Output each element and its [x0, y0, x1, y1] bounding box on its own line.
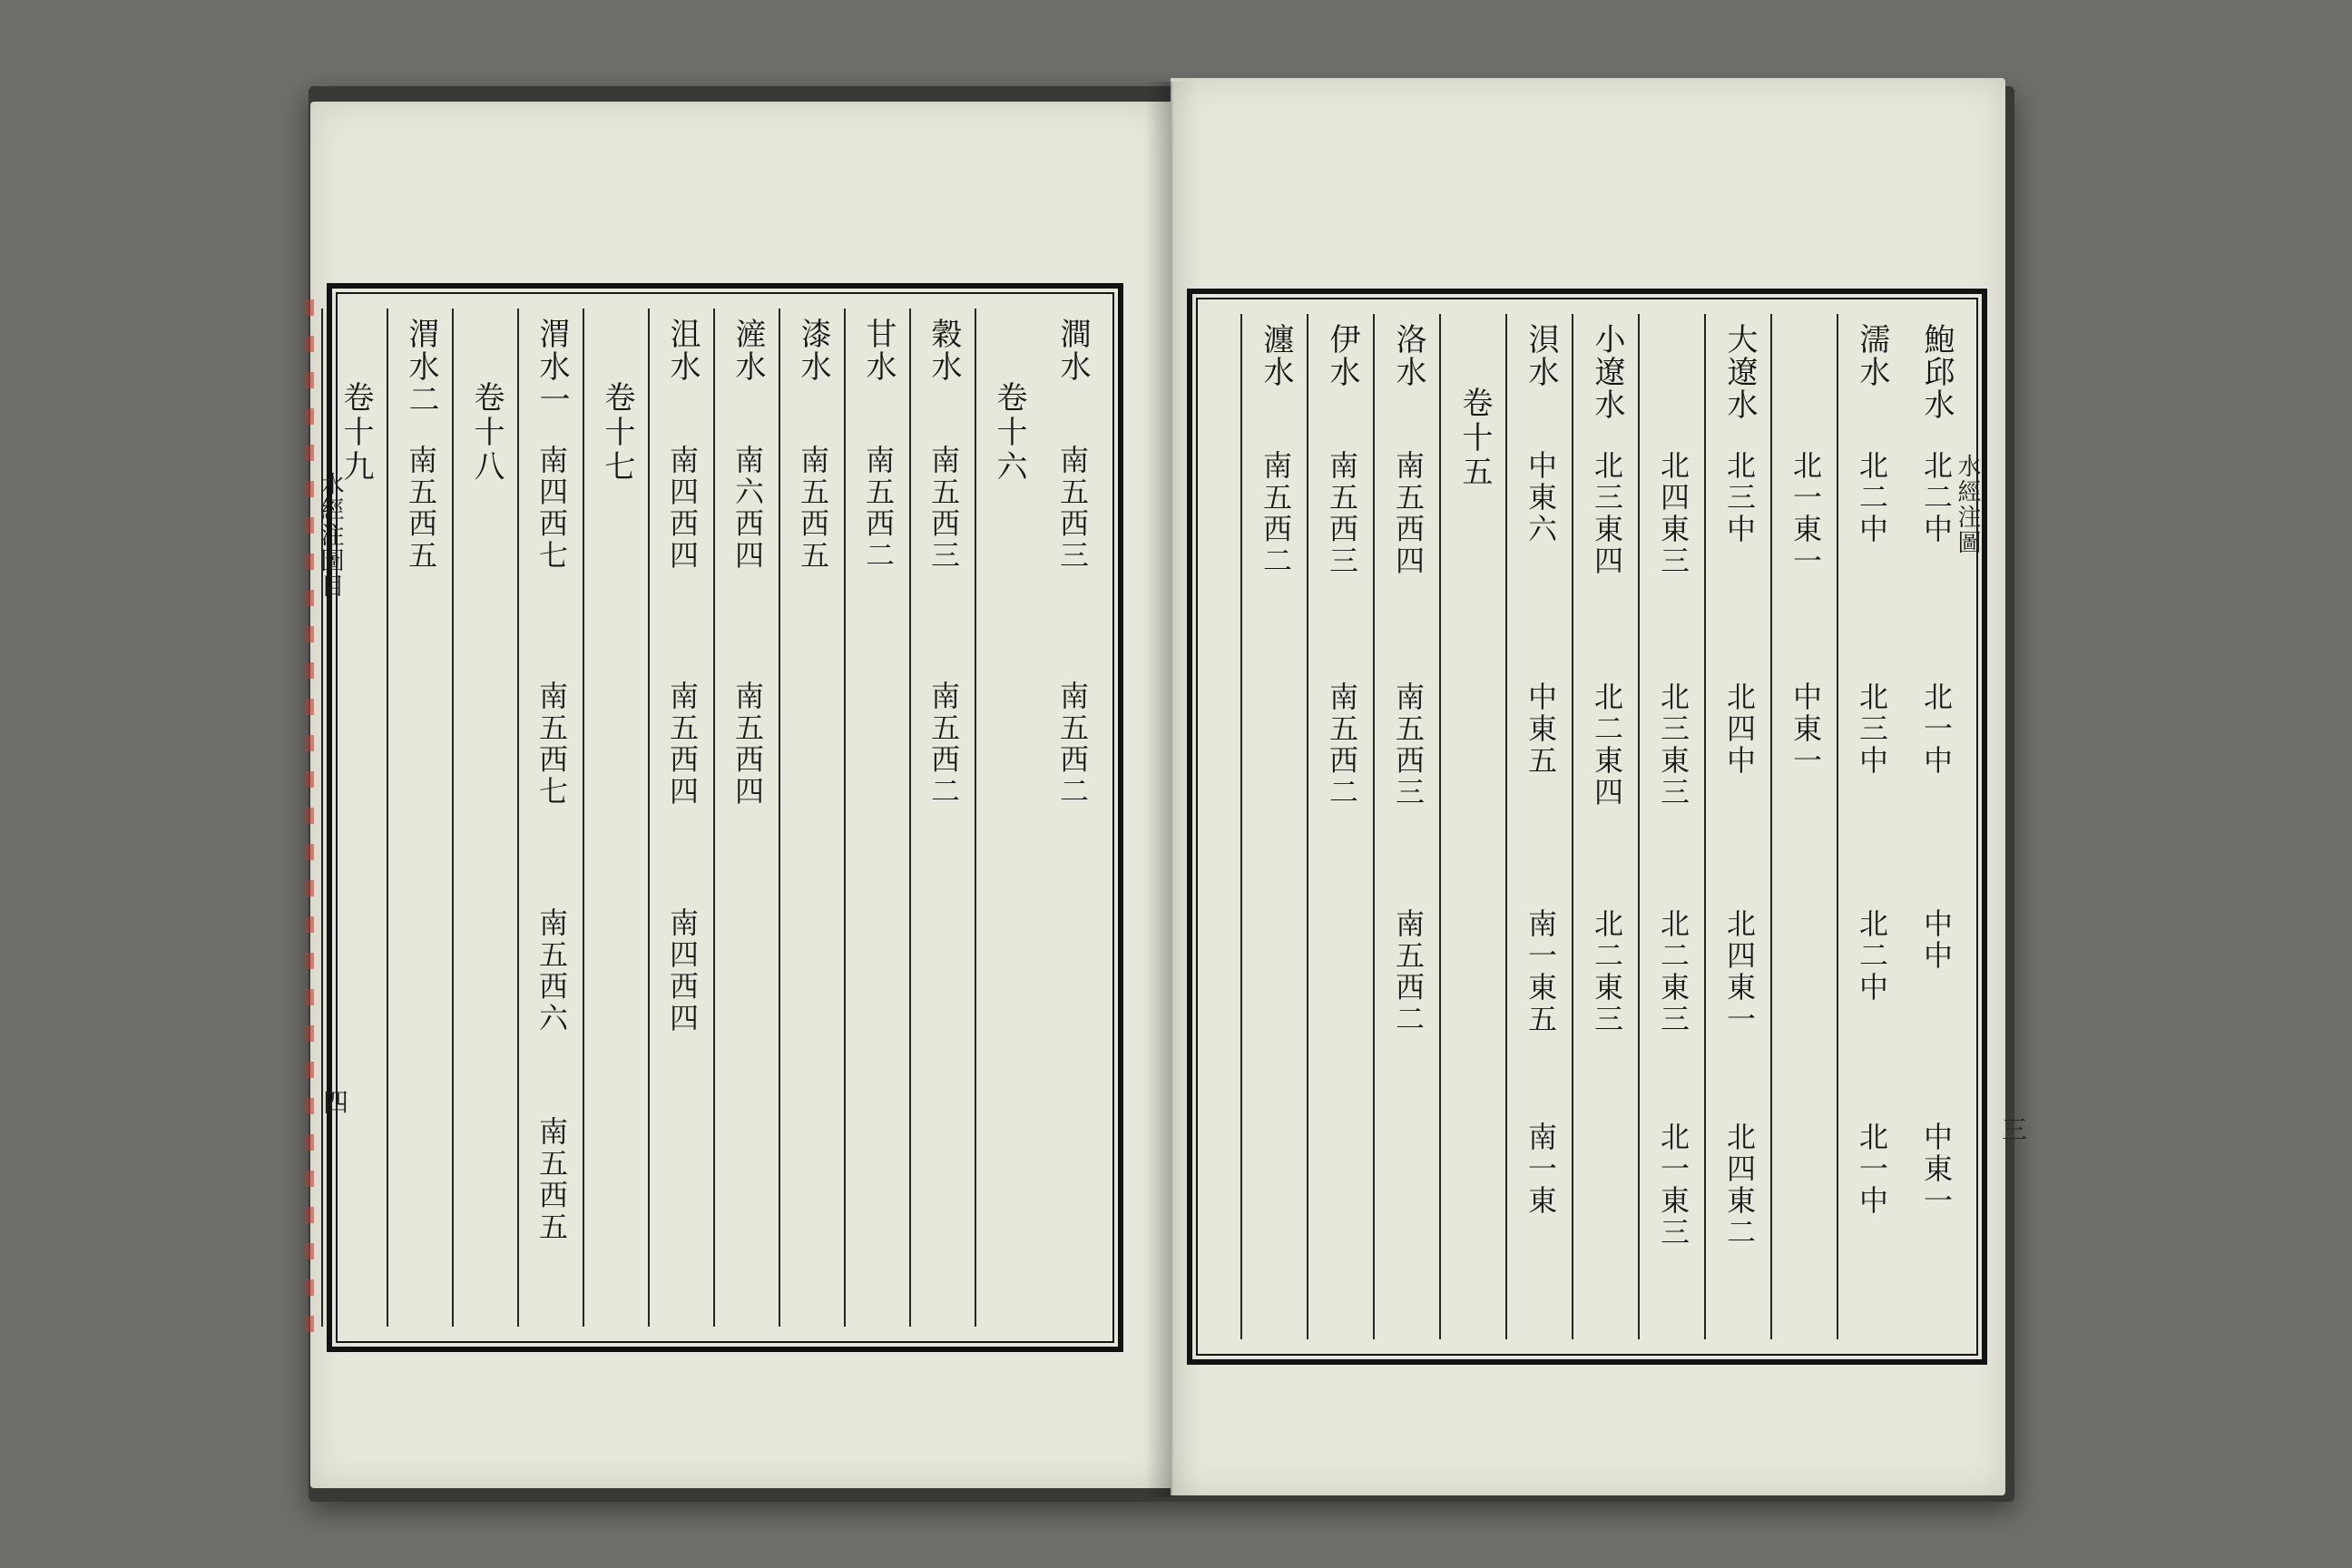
right-column — [1770, 314, 1837, 1339]
left-column — [648, 309, 713, 1327]
right-grid-reference: 中東一 — [1788, 681, 1823, 777]
right-grid-reference: 北三中 — [1722, 450, 1757, 545]
right-river-name: 洛水 — [1390, 323, 1426, 388]
right-grid-reference: 南一東 — [1524, 1122, 1558, 1217]
right-river-name: 瀍水 — [1258, 323, 1294, 388]
left-volume-label: 卷十七 — [599, 381, 635, 485]
left-river-name: 穀水 — [926, 318, 962, 383]
left-river-name: 渭水一 — [534, 318, 570, 416]
right-grid-reference: 南五西三 — [1391, 681, 1426, 808]
right-grid-reference: 北二中 — [1855, 450, 1889, 545]
right-grid-reference: 中東五 — [1524, 681, 1558, 777]
left-column — [387, 309, 452, 1327]
right-grid-reference: 北二東三 — [1656, 908, 1690, 1035]
left-column — [517, 309, 583, 1327]
left-grid-reference: 南五西三 — [1055, 445, 1090, 572]
right-column — [1572, 314, 1638, 1339]
right-grid-reference: 北三東三 — [1656, 681, 1690, 808]
left-column — [583, 309, 648, 1327]
right-grid-reference: 北二東三 — [1590, 908, 1624, 1035]
right-grid-reference: 北四中 — [1722, 681, 1757, 777]
left-column — [844, 309, 909, 1327]
left-river-name: 漆水 — [795, 318, 831, 383]
right-grid-reference: 北一中 — [1855, 1122, 1889, 1217]
right-grid-reference: 北二中 — [1855, 908, 1889, 1004]
right-column — [1837, 314, 1903, 1339]
left-grid-reference: 南五西二 — [1055, 681, 1090, 808]
right-grid-reference: 北一東一 — [1788, 450, 1823, 577]
left-page-frame — [327, 283, 1123, 1352]
left-grid-reference: 南四西七 — [534, 445, 569, 572]
left-river-name: 渭水二 — [403, 318, 439, 416]
right-grid-reference: 南五西二 — [1325, 681, 1359, 808]
right-grid-reference: 北四東二 — [1722, 1122, 1757, 1249]
right-grid-reference: 南一東五 — [1524, 908, 1558, 1035]
left-column — [975, 309, 1040, 1327]
right-grid-reference: 南五西二 — [1391, 908, 1426, 1035]
left-grid-reference: 南四西四 — [665, 907, 700, 1034]
left-column — [452, 309, 517, 1327]
left-column — [321, 309, 387, 1327]
right-column — [1307, 314, 1373, 1339]
left-column — [1040, 309, 1105, 1327]
right-grid-reference: 南五西二 — [1259, 450, 1293, 577]
right-grid-reference: 中東六 — [1524, 450, 1558, 545]
right-grid-reference: 南五西四 — [1391, 450, 1426, 577]
right-grid-reference: 北二東四 — [1590, 681, 1624, 808]
left-page-mark: 四 — [319, 1089, 349, 1114]
right-column — [1439, 314, 1505, 1339]
left-grid-reference: 南五西二 — [861, 445, 896, 572]
left-grid-reference: 南五西四 — [730, 681, 765, 808]
right-grid-reference: 北三東四 — [1590, 450, 1624, 577]
left-column — [713, 309, 779, 1327]
left-grid-reference: 南五西五 — [796, 445, 830, 572]
left-grid-reference: 南五西七 — [534, 681, 569, 808]
right-grid-reference: 中中 — [1919, 908, 1954, 972]
right-grid-reference: 中東一 — [1919, 1122, 1954, 1217]
right-grid-reference: 北四東三 — [1656, 450, 1690, 577]
right-page-header: 水經注圖 — [1954, 454, 1981, 555]
left-column — [779, 309, 844, 1327]
left-grid-reference: 南五西五 — [534, 1116, 569, 1243]
left-grid-reference: 南六西四 — [730, 445, 765, 572]
left-grid-reference: 南五西二 — [926, 681, 961, 808]
right-column — [1704, 314, 1770, 1339]
left-column — [909, 309, 975, 1327]
right-grid-reference: 北二中 — [1919, 450, 1954, 545]
left-grid-reference: 南五西三 — [926, 445, 961, 572]
right-grid-reference: 北四東一 — [1722, 908, 1757, 1035]
right-volume-label: 卷十五 — [1456, 387, 1493, 490]
left-river-name: 甘水 — [860, 318, 897, 383]
right-column — [1638, 314, 1704, 1339]
left-grid-reference: 南五西四 — [665, 681, 700, 808]
left-grid-reference: 南五西五 — [404, 445, 438, 572]
right-grid-reference: 南五西三 — [1325, 450, 1359, 577]
left-grid-reference: 南五西六 — [534, 907, 569, 1034]
left-page-margin-title: 水經注圖目 — [317, 472, 344, 599]
right-river-name: 伊水 — [1324, 323, 1360, 388]
right-grid-reference: 北三中 — [1855, 681, 1889, 777]
right-grid-reference: 北一中 — [1919, 681, 1954, 777]
right-column — [1505, 314, 1572, 1339]
right-river-name: 浿水 — [1523, 323, 1559, 388]
left-river-name: 沮水 — [664, 318, 701, 383]
right-column — [1240, 314, 1307, 1339]
left-volume-label: 卷十六 — [991, 381, 1027, 485]
left-volume-label: 卷十九 — [338, 381, 374, 485]
left-river-name: 澗水 — [1054, 318, 1091, 383]
right-river-name: 小遼水 — [1589, 323, 1625, 421]
right-grid-reference: 北一東三 — [1656, 1122, 1690, 1249]
right-column — [1373, 314, 1439, 1339]
red-seal-edge — [305, 299, 314, 1352]
left-grid-reference: 南四西四 — [665, 445, 700, 572]
right-page-frame — [1187, 289, 1987, 1365]
right-river-name: 濡水 — [1854, 323, 1890, 388]
left-volume-label: 卷十八 — [468, 381, 505, 485]
right-river-name: 鮑邱水 — [1918, 323, 1955, 421]
right-river-name: 大遼水 — [1721, 323, 1758, 421]
left-river-name: 滻水 — [730, 318, 766, 383]
right-page-mark: 三 — [1998, 1116, 2028, 1142]
